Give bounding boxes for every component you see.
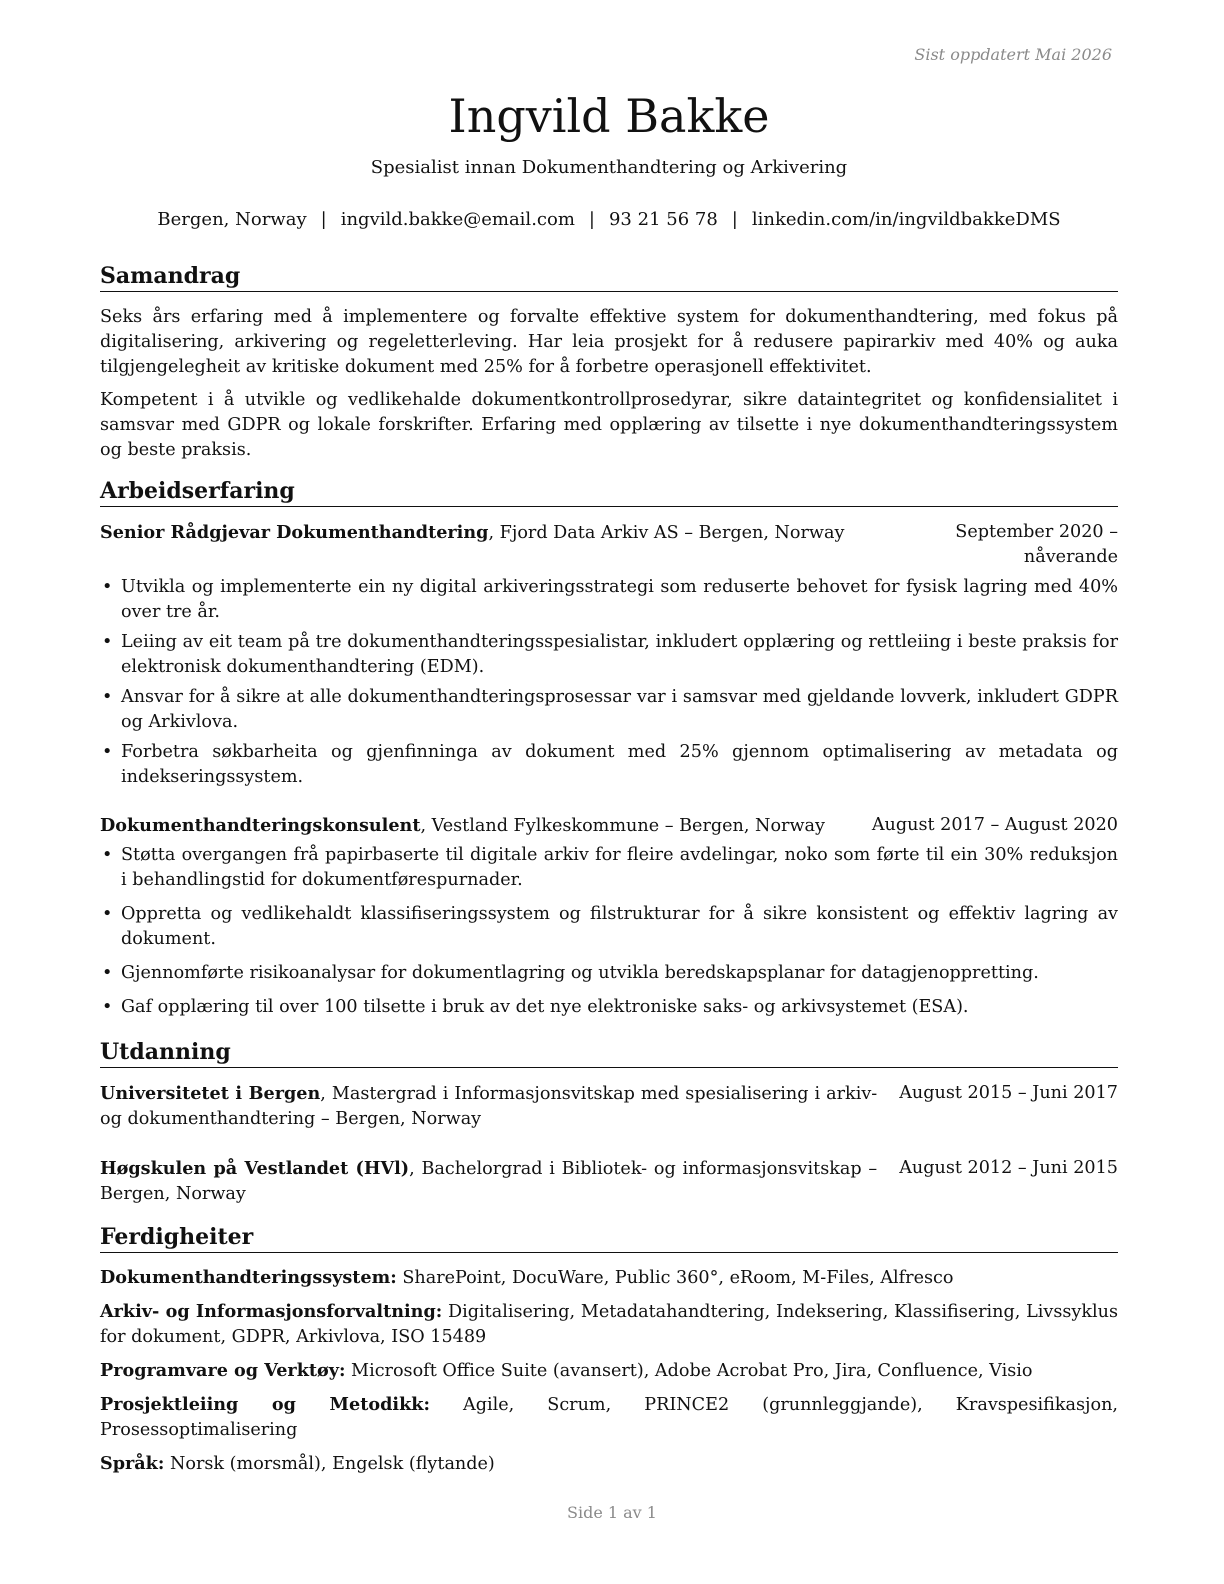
skill-label: Prosjektleiing og Metodikk: bbox=[100, 1394, 430, 1415]
contact-location: Bergen, Norway bbox=[157, 209, 307, 230]
contact-phone: 93 21 56 78 bbox=[608, 209, 718, 230]
skill-value: Microsoft Office Suite (avansert), Adobe Acrobat Pro, Jira, Confluence, Visio bbox=[345, 1361, 1033, 1381]
education-detail: , Mastergrad i Informasjonsvitskap med spesialisering i arkiv- og dokumenthandtering – Bergen, Norway bbox=[100, 1084, 878, 1129]
education-school: Høgskulen på Vestlandet (HVl) bbox=[100, 1158, 410, 1179]
skill-value: SharePoint, DocuWare, Public 360°, eRoom, M-Files, Alfresco bbox=[396, 1268, 954, 1288]
job-bullet: • Oppretta og vedlikehaldt klassifiseringssystem og filstrukturar for å sikre konsistent og effektiv lagring av dokument. bbox=[100, 902, 1118, 952]
job-org: , Fjord Data Arkiv AS – Bergen, Norway bbox=[488, 523, 845, 543]
skill-value: Agile, Scrum, PRINCE2 (grunnleggjande), Kravspesifikasjon, Prosessoptimalisering bbox=[100, 1395, 1118, 1440]
skill-row bbox=[100, 1299, 1118, 1350]
job-entry bbox=[100, 520, 1118, 790]
skill-label: Språk: bbox=[100, 1453, 165, 1474]
job-role: Dokumenthandteringskonsulent bbox=[100, 815, 421, 836]
job-role: Senior Rådgjevar Dokumenthandtering bbox=[100, 522, 489, 543]
skill-label: Programvare og Verktøy: bbox=[100, 1360, 346, 1381]
job-bullet: • Støtta overgangen frå papirbaserte til digitale arkiv for fleire avdelingar, noko som førte til ein 30% reduksjon i behandlingstid for dokumentførespurnader. bbox=[100, 843, 1118, 893]
job-bullet: • Ansvar for å sikre at alle dokumenthandteringsprosessar var i samsvar med gjeldande lovverk, inkludert GDPR og Arkivlova. bbox=[100, 685, 1118, 735]
job-bullets bbox=[100, 843, 1118, 1020]
education-dates: August 2015 – Juni 2017 bbox=[899, 1083, 1118, 1103]
skill-label: Arkiv- og Informasjonsforvaltning: bbox=[100, 1301, 443, 1322]
job-dates: August 2017 – August 2020 bbox=[871, 815, 1118, 835]
job-bullet: • Gaf opplæring til over 100 tilsette i bruk av det nye elektroniske saks- og arkivsystemet (ESA). bbox=[100, 995, 1118, 1020]
professional-title: Spesialist innan Dokumenthandtering og Arkivering bbox=[370, 157, 848, 178]
skill-label: Dokumenthandteringssystem: bbox=[100, 1267, 397, 1288]
skills-heading: Ferdigheiter bbox=[100, 1223, 1118, 1253]
contact-linkedin[interactable]: linkedin.com/in/ingvildbakkeDMS bbox=[751, 209, 1061, 230]
job-bullet: • Gjennomførte risikoanalysar for dokumentlagring og utvikla beredskapsplanar for datagjenoppretting. bbox=[100, 961, 1118, 986]
education-section bbox=[100, 1038, 1118, 1207]
job-dates: September 2020 – nåverande bbox=[955, 522, 1118, 567]
contact-separator: | bbox=[320, 209, 327, 230]
education-dates: August 2012 – Juni 2015 bbox=[899, 1158, 1118, 1178]
skill-row bbox=[100, 1392, 1118, 1443]
last-updated: Sist oppdatert Mai 2026 bbox=[914, 45, 1112, 64]
skills-section bbox=[100, 1223, 1118, 1477]
experience-heading: Arbeidserfaring bbox=[100, 477, 1118, 507]
education-school: Universitetet i Bergen bbox=[100, 1083, 321, 1104]
experience-section bbox=[100, 477, 1118, 1020]
job-bullet: • Leiing av eit team på tre dokumenthandteringsspesialistar, inkludert opplæring og rettleiing i beste praksis for elektronisk dokumenthandtering (EDM). bbox=[100, 630, 1118, 680]
skill-row bbox=[100, 1451, 1118, 1477]
job-header bbox=[100, 813, 1118, 839]
page-footer: Side 1 av 1 bbox=[567, 1503, 657, 1522]
person-name: Ingvild Bakke bbox=[448, 89, 770, 143]
education-entry bbox=[100, 1156, 1118, 1207]
contact-separator: | bbox=[588, 209, 595, 230]
job-bullet: • Forbetra søkbarheita og gjenfinninga av dokument med 25% gjennom optimalisering av metadata og indekseringssystem. bbox=[100, 740, 1118, 790]
skill-row bbox=[100, 1265, 1118, 1291]
education-detail: , Bachelorgrad i Bibliotek- og informasjonsvitskap – Bergen, Norway bbox=[100, 1159, 878, 1204]
contact-separator: | bbox=[731, 209, 738, 230]
contact-email[interactable]: ingvild.bakke@email.com bbox=[340, 209, 575, 230]
summary-heading: Samandrag bbox=[100, 262, 1118, 292]
job-entry bbox=[100, 813, 1118, 1020]
contact-line bbox=[100, 208, 1118, 232]
summary-paragraph: Seks års erfaring med å implementere og forvalte effektive system for dokumenthandtering, med fokus på digitalisering, arkivering og regeletterleving. Har leia prosjekt for å redusere papirarkiv med 40% og auka tilgjengelegheit av kritiske dokument med 25% for å forbetre operasjonell effektivitet. bbox=[100, 307, 1118, 377]
skill-value: Digitalisering, Metadatahandtering, Indeksering, Klassifisering, Livssyklus for dokument, GDPR, Arkivlova, ISO 15489 bbox=[100, 1302, 1118, 1347]
skill-row bbox=[100, 1358, 1118, 1384]
job-bullets bbox=[100, 575, 1118, 790]
summary-section bbox=[100, 262, 1118, 463]
job-header bbox=[100, 520, 1118, 570]
education-entry bbox=[100, 1081, 1118, 1132]
job-bullet: • Utvikla og implementerte ein ny digital arkiveringsstrategi som reduserte behovet for fysisk lagring med 40% over tre år. bbox=[100, 575, 1118, 625]
skill-value: Norsk (morsmål), Engelsk (flytande) bbox=[164, 1454, 495, 1474]
job-org: , Vestland Fylkeskommune – Bergen, Norway bbox=[420, 816, 825, 836]
summary-paragraph: Kompetent i å utvikle og vedlikehalde dokumentkontrollprosedyrar, sikre dataintegritet og konfidensialitet i samsvar med GDPR og lokale forskrifter. Erfaring med opplæring av tilsette i nye dokumenthandteringssystem og beste praksis. bbox=[100, 390, 1118, 460]
education-heading: Utdanning bbox=[100, 1038, 1118, 1068]
